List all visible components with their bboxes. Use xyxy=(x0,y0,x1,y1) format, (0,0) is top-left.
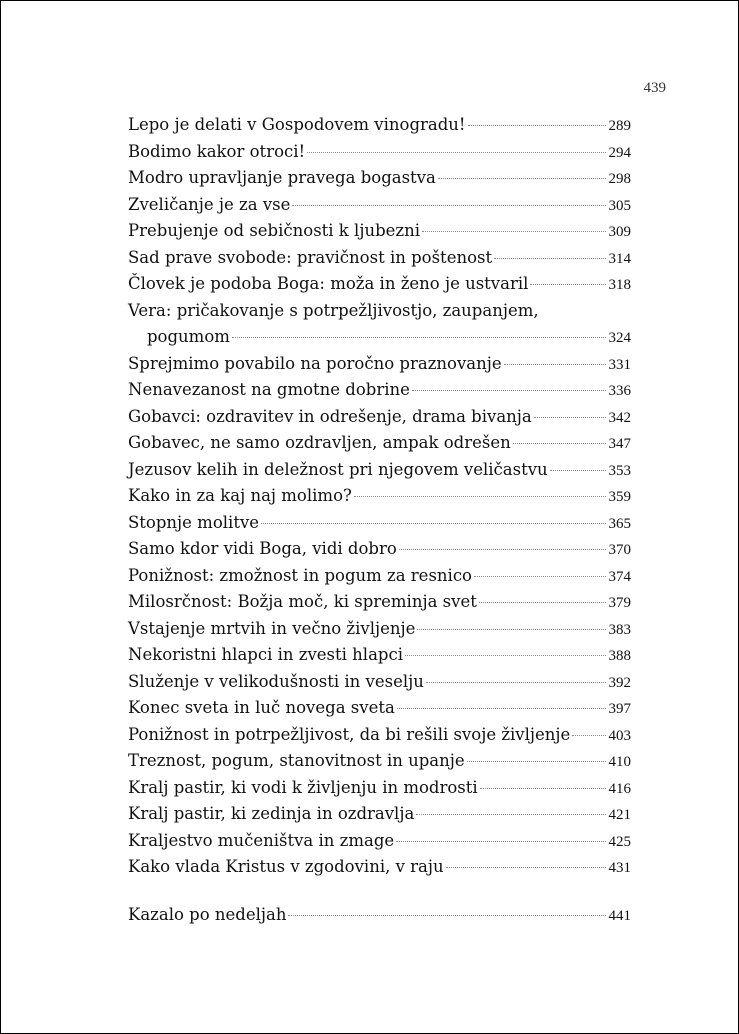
toc-entry-page: 305 xyxy=(609,193,632,220)
toc-entry xyxy=(128,616,631,643)
toc-entry-title: Modro upravljanje pravega bogastva xyxy=(128,168,436,187)
toc-entry-page: 347 xyxy=(609,431,632,458)
toc-entry-index xyxy=(128,902,631,929)
toc-entry-page: 421 xyxy=(609,802,632,829)
dot-leader xyxy=(504,364,606,365)
toc-entry-page: 410 xyxy=(609,749,632,776)
dot-leader xyxy=(261,523,605,524)
toc-entry xyxy=(128,430,631,457)
toc-entry xyxy=(128,218,631,245)
toc-entry xyxy=(128,298,631,351)
toc-entry-title: Lepo je delati v Gospodovem vinogradu! xyxy=(128,115,466,134)
toc-entry-page: 431 xyxy=(609,855,632,882)
dot-leader xyxy=(446,867,606,868)
toc-entry-title: Kralj pastir, ki zedinja in ozdravlja xyxy=(128,804,415,823)
toc-entry xyxy=(128,139,631,166)
toc-entry-page: 289 xyxy=(609,113,632,140)
toc-entry-title: Vera: pričakovanje s potrpežljivostjo, zaupanjem, xyxy=(128,300,539,320)
toc-entry-title: Jezusov kelih in deležnost pri njegovem veličastvu xyxy=(128,459,548,479)
toc-entry-title: Kako in za kaj naj molimo? xyxy=(128,486,352,505)
toc-entry-page: 353 xyxy=(609,458,632,485)
toc-entry-page: 318 xyxy=(609,272,632,299)
dot-leader xyxy=(494,258,605,259)
dot-leader xyxy=(412,390,606,391)
toc-entry xyxy=(128,377,631,404)
toc-entry-title: Ponižnost in potrpežljivost, da bi rešili svoje življenje xyxy=(128,724,571,744)
dot-leader xyxy=(480,788,606,789)
toc-entry xyxy=(128,271,631,298)
dot-leader xyxy=(288,915,605,916)
toc-entry-title: Bodimo kakor otroci! xyxy=(128,141,306,161)
toc-entry-page: 383 xyxy=(609,617,632,644)
toc-entry-page: 324 xyxy=(609,325,632,352)
toc-entry-title: Nenavezanost na gmotne dobrine xyxy=(128,380,410,399)
toc-entry xyxy=(128,748,631,775)
toc-entry-title-continued: pogumom xyxy=(147,327,230,346)
toc-entry-title: Kazalo po nedeljah xyxy=(128,904,287,924)
dot-leader xyxy=(397,708,606,709)
toc-entry-page: 365 xyxy=(609,511,632,538)
toc-entry-page: 441 xyxy=(609,903,632,930)
toc-entry-title: Milosrčnost: Božja moč, ki spreminja svet xyxy=(128,592,477,611)
toc-entry xyxy=(128,404,631,431)
toc-entry-title: Služenje v velikodušnosti in veselju xyxy=(128,671,424,691)
toc-entry xyxy=(128,165,631,192)
toc-entry-page: 403 xyxy=(609,723,632,750)
dot-leader xyxy=(513,443,606,444)
toc-entry xyxy=(128,801,631,828)
toc-entry-title: Kraljestvo mučeništva in zmage xyxy=(128,830,395,850)
toc-entry-page: 331 xyxy=(609,352,632,379)
toc-entry xyxy=(128,589,631,616)
dot-leader xyxy=(438,178,606,179)
toc-entry-page: 416 xyxy=(609,776,632,803)
dot-leader xyxy=(399,549,606,550)
dot-leader xyxy=(467,761,606,762)
toc-entry-page: 298 xyxy=(609,166,632,193)
toc-entry xyxy=(128,483,631,510)
toc-entry-page: 314 xyxy=(609,246,632,273)
toc-entry xyxy=(128,669,631,696)
toc-entry-title: Gobavci: ozdravitev in odrešenje, drama bivanja xyxy=(128,406,532,426)
dot-leader xyxy=(572,735,605,736)
toc-entry-title: Stopnje molitve xyxy=(128,512,260,532)
toc-entry xyxy=(128,245,631,272)
toc-entry xyxy=(128,536,631,563)
dot-leader xyxy=(468,125,606,126)
dot-leader xyxy=(405,655,606,656)
page-number: 439 xyxy=(643,80,666,96)
dot-leader xyxy=(396,841,605,842)
toc-entry xyxy=(128,722,631,749)
toc-entry-title: Gobavec, ne samo ozdravljen, ampak odrešen xyxy=(128,433,511,452)
dot-leader xyxy=(474,576,606,577)
dot-leader xyxy=(479,602,606,603)
table-of-contents xyxy=(128,112,631,928)
toc-entry-page: 397 xyxy=(609,696,632,723)
toc-entry-page: 379 xyxy=(609,590,632,617)
toc-entry-page: 294 xyxy=(609,140,632,167)
toc-entry xyxy=(128,642,631,669)
dot-leader xyxy=(530,284,605,285)
dot-leader xyxy=(534,417,606,418)
toc-entry xyxy=(128,112,631,139)
dot-leader xyxy=(416,814,605,815)
toc-entry xyxy=(128,854,631,881)
toc-entry-page: 342 xyxy=(609,405,632,432)
toc-entry-title: Nekoristni hlapci in zvesti hlapci xyxy=(128,645,403,664)
toc-entry-page: 336 xyxy=(609,378,632,405)
toc-entry-title: Sad prave svobode: pravičnost in poštenost xyxy=(128,247,493,267)
dot-leader xyxy=(307,152,605,153)
toc-entry xyxy=(128,510,631,537)
toc-entry-page: 359 xyxy=(609,484,632,511)
toc-entry xyxy=(128,775,631,802)
toc-entry xyxy=(128,457,631,484)
toc-entry-page: 374 xyxy=(609,564,632,591)
toc-entry-page: 388 xyxy=(609,643,632,670)
toc-entry-title: Konec sveta in luč novega sveta xyxy=(128,698,395,717)
toc-entry-title: Kako vlada Kristus v zgodovini, v raju xyxy=(128,857,444,876)
dot-leader xyxy=(426,682,606,683)
toc-entry-page: 309 xyxy=(609,219,632,246)
toc-entry xyxy=(128,351,631,378)
toc-entry-title: Kralj pastir, ki vodi k življenju in modrosti xyxy=(128,777,478,797)
dot-leader xyxy=(417,629,605,630)
toc-entry-title: Samo kdor vidi Boga, vidi dobro xyxy=(128,539,397,558)
dot-leader xyxy=(292,205,605,206)
dot-leader xyxy=(232,337,606,338)
toc-entry xyxy=(128,563,631,590)
toc-entry-title: Zveličanje je za vse xyxy=(128,194,291,214)
toc-entry-title: Človek je podoba Boga: moža in ženo je ustvaril xyxy=(128,274,529,293)
section-gap xyxy=(128,881,631,902)
toc-entry-title: Vstajenje mrtvih in večno življenje xyxy=(128,618,416,638)
toc-entry xyxy=(128,695,631,722)
toc-entry-title: Ponižnost: zmožnost in pogum za resnico xyxy=(128,565,472,585)
dot-leader xyxy=(354,496,606,497)
toc-entry-page: 425 xyxy=(609,829,632,856)
toc-entry-page: 392 xyxy=(609,670,632,697)
toc-entry-title: Treznost, pogum, stanovitnost in upanje xyxy=(128,751,465,770)
dot-leader xyxy=(422,231,606,232)
toc-entry-title: Prebujenje od sebičnosti k ljubezni xyxy=(128,221,420,240)
toc-entry-title: Sprejmimo povabilo na poročno praznovanje xyxy=(128,353,502,373)
toc-entry-page: 370 xyxy=(609,537,632,564)
toc-entry xyxy=(128,828,631,855)
dot-leader xyxy=(550,470,606,471)
toc-entry xyxy=(128,192,631,219)
